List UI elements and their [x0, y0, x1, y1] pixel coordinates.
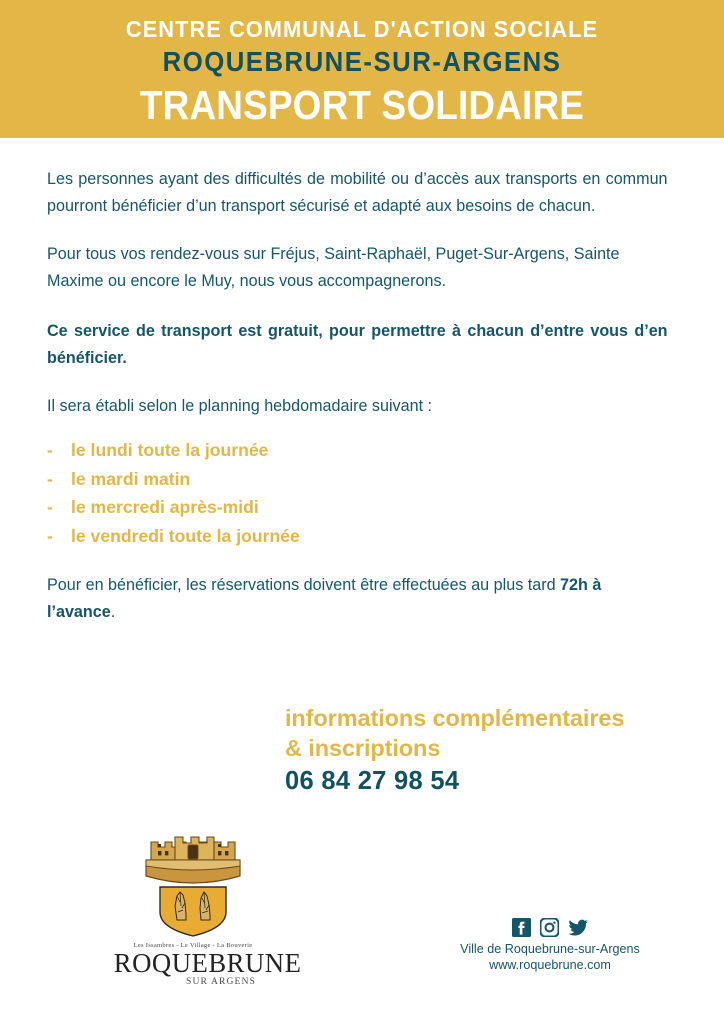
schedule-item-label: le mardi matin — [71, 468, 191, 489]
social-links-row — [405, 918, 695, 937]
paragraph-planning-intro: Il sera établi selon le planning hebdomadaire suivant : — [47, 397, 433, 416]
list-item — [47, 436, 677, 465]
paragraph-intro: Les personnes ayant des difficultés de mobilité ou d’accès aux transports en commun pourront bénéficier d’un transport sécurisé et adapté aux besoins de chacun. — [47, 170, 668, 215]
bullet-dash-icon: - — [47, 497, 53, 518]
list-item — [47, 522, 677, 551]
twitter-icon[interactable] — [568, 918, 589, 937]
logo-tagline: Les Issambres - Le Village - La Bouverie — [133, 942, 253, 949]
contact-phone-number[interactable]: 06 84 27 98 54 — [285, 766, 460, 795]
reservation-text-suffix: . — [110, 602, 116, 621]
reservation-text-prefix: Pour en bénéficier, les réservations doivent être effectuées au plus tard — [47, 576, 561, 595]
reservation-deadline: 72h à l’avance — [47, 576, 602, 621]
body-content — [47, 166, 677, 625]
list-item — [47, 493, 677, 522]
header-commune: ROQUEBRUNE-SUR-ARGENS — [162, 46, 562, 78]
instagram-icon[interactable] — [540, 918, 559, 937]
schedule-item-label: le mercredi après-midi — [71, 497, 259, 518]
list-item — [47, 465, 677, 494]
contact-block — [285, 704, 705, 798]
header-organization: CENTRE COMMUNAL D'ACTION SOCIALE — [125, 16, 599, 42]
contact-heading-line2: & inscriptions — [285, 734, 441, 761]
schedule-item-label: le vendredi toute la journée — [71, 525, 300, 546]
paragraph-reservation — [47, 572, 668, 625]
spacer — [47, 550, 677, 572]
footer-block — [405, 918, 695, 974]
coat-of-arms-icon — [113, 832, 273, 938]
roquebrune-logo — [113, 832, 302, 988]
schedule-list — [47, 436, 677, 550]
footer-city-name: Ville de Roquebrune-sur-Argens — [460, 942, 640, 956]
bullet-dash-icon: - — [47, 525, 53, 546]
page-title: TRANSPORT SOLIDAIRE — [139, 82, 585, 129]
logo-name: ROQUEBRUNE — [113, 948, 302, 978]
spacer — [47, 371, 677, 393]
bullet-dash-icon: - — [47, 468, 53, 489]
paragraph-free-service: Ce service de transport est gratuit, pour permettre à chacun d’entre vous d’en bénéficier. — [47, 322, 668, 367]
footer-website[interactable]: www.roquebrune.com — [489, 957, 611, 972]
logo-subname: SUR ARGENS — [186, 976, 256, 988]
bullet-dash-icon: - — [47, 440, 53, 461]
header-banner — [0, 0, 724, 138]
spacer — [47, 294, 677, 318]
contact-heading-line1: informations complémentaires — [285, 705, 625, 731]
spacer — [47, 219, 677, 241]
spacer — [47, 420, 677, 436]
facebook-icon[interactable] — [512, 918, 531, 937]
schedule-item-label: le lundi toute la journée — [71, 440, 269, 461]
paragraph-destinations: Pour tous vos rendez-vous sur Fréjus, Saint-Raphaël, Puget-Sur-Argens, Sainte Maxime ou encore le Muy, nous vous accompagnerons. — [47, 245, 620, 290]
